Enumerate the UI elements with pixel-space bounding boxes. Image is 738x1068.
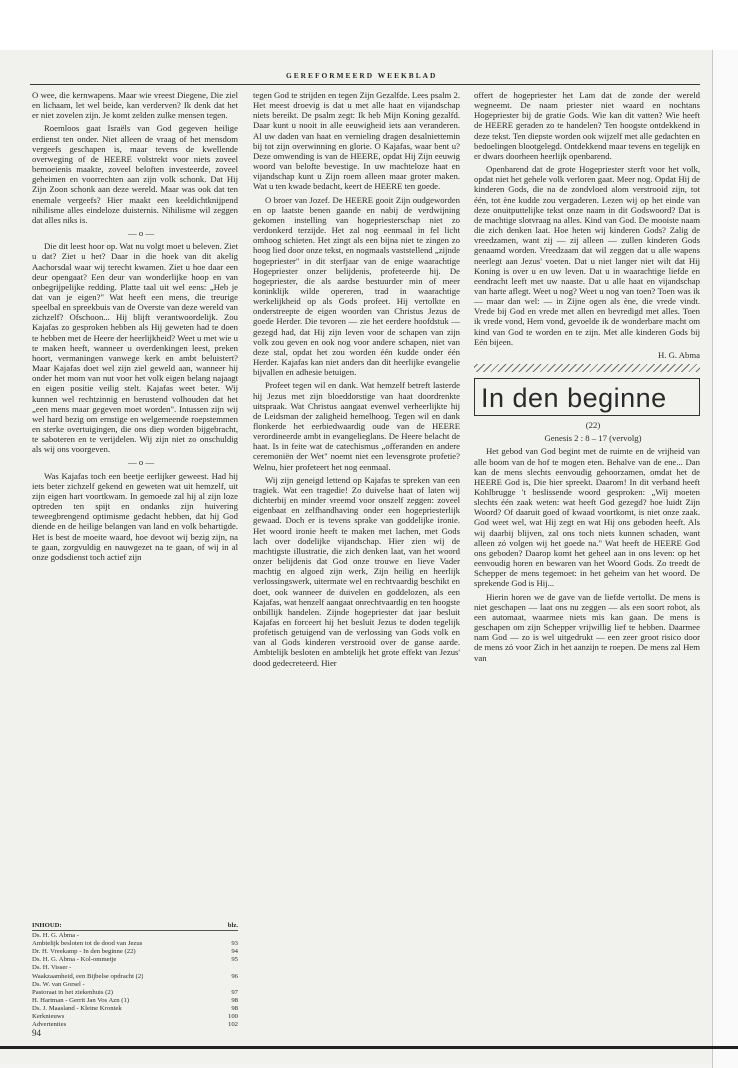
paragraph: Was Kajafas toch een beetje eerlijker geweest. Had hij iets beter zichzelf gekend en geweten wat uit hemzelf, uit zijn eigen hart voortkwam. In gemoede zal hij al zijn loze optreden ten spijt en ondanks zijn huivering teweegbrengend optimisme gedacht hebben, dat hij God diende en de heilige belangen van land en volk behartigde. Het is best de moeite waard, hoe devoot wij bezig zijn, na te gaan, zorgvuldig en nauwgezet na te gaan, of wij in al onze godsdienst toch actief zijn (32, 470, 238, 562)
paragraph: Roemloos gaat Israëls van God gegeven heilige erdienst ten onder. Niet alleen de vraag of het mensdom vergeefs geschapen is, maar tevens de kwellende overweging of de HEERE volstrekt voor niets zoveel bemoeienis maakte, zoveel beloften investeerde, zoveel geheimen en voorrechten aan zijn volk schonk. Dat Hij Zijn Zoon schonk aan deze wereld. Maar was ook dat ten enemale vergeefs? Hier maakt een keeldichtknijpend nihilisme alles eindeloze duisternis. Nihilisme wil zeggen dat alles niks is. (32, 123, 238, 225)
article-heading-box (474, 378, 700, 416)
toc-row (32, 932, 238, 940)
page-edge (712, 50, 738, 1068)
toc-row (32, 940, 238, 948)
paragraph: tegen God te strijden en tegen Zijn Gezalfde. Lees psalm 2. Het meest droevig is dat u met alle haat en vijandschap niets bereikt. De psalm zegt: Ik heb Mijn Koning gezalfd. Daar kunt u nooit in alle eeuwigheid iets aan veranderen. Al uw daden van haat en vernieling dragen desalniettemin bij tot zijn overwinning en glorie. O Kajafas, waar bent u? Deze omwending is van de HEERE, opdat Hij Zijn eeuwig woord van belofte bevestige. In uw machteloze haat en vijandschap kunt u Zijn roem alleen maar groter maken. Wat u ten kwade bedacht, keert de HEERE ten goede. (253, 90, 460, 192)
toc-entry-page: 97 (231, 988, 238, 996)
paragraph: offert de hogepriester het Lam dat de zonde der wereld wegneemt. De naam priester niet waard en nochtans Hogepriester bij de gratie Gods. Wie kan dit vatten? Wie heeft de HEERE geraden zo te handelen? Ten hoogste ontdekkend in deze tekst. Ten diepste worden ook wijzelf met alle gedachten en bedoelingen blootgelegd. Ontdekkend maar tevens en tegelijk en er dwars doorheen heerlijk openbarend. (474, 90, 700, 161)
bottom-rule (0, 1046, 738, 1049)
paragraph: Hierin horen we de gave van de liefde vertolkt. De mens is niet geschapen — laat ons nu zeggen — als een soort robot, als een automaat, waarmee niets mis kan gaan. De mens is geschapen om zijn Schepper vrijwillig lief te hebben. Daarmee nam God — zo is wel uitgedrukt — een zeer groot risico door de mens zó voor Zich in het aanzijn te roepen. De mens zal Hem van (474, 591, 700, 663)
column-2 (253, 90, 460, 671)
paragraph: Die dit leest hoor op. Wat nu volgt moet u beleven. Ziet u dat? Ziet u het? Daar in die hoek van dit akelig Aachorsdal waar wij terecht kwamen. Ziet u hoe daar een deur opengaat? Een deur van wonderlijke hoop en van onbegrijpelijke redding. Platte taal uit wel eens: „Heb je dat van je eigen?" Wat heeft een mens, die treurige speelbal en spreekbuis van de Overste van deze wereld van zichzelf? Ofschoon... Hij blijft verantwoordelijk. Zou Kajafas zo gesproken hebben als Hij geweten had te doen te hebben met de Heere der heerlijkheid? Weet u met wie u te maken heeft, wanneer u overdenkingen leest, preken hoort, vermaningen vanwege kerk en ambt beluistert? Maar Kajafas doet wel zijn ziel geweld aan, wanneer hij onder het mom van nut voor het volk eigen belang najaagt en eigen positie veilig stelt. Kajafas weet beter. Wij kunnen wel rechtzinnig en berustend volhouden dat het „een mens maar gegeven moet worden". Intussen zijn wij wel hard bezig om ernstige en welgemeende roepstemmen en sterke overtuigingen, die ons diep worden bijgebracht, te saboteren en te verijdelen. Wij zijn niet zo onschuldig als wij ons voorgeven. (32, 241, 238, 455)
toc-entry-page: 96 (231, 972, 238, 980)
toc-row (32, 981, 238, 989)
toc-entry-page: 100 (227, 1013, 238, 1021)
paragraph: Openbarend dat de grote Hogepriester sterft voor het volk, opdat niet het gehele volk verloren gaat. Meer nog. Opdat Hij de kinderen Gods, die na de zondvloed alom verstrooid zijn, tot één, tot ène kudde zou vergaderen. Lezen wij op het einde van deze onuitputtelijke tekst onze naam in dit Godswoord? Dat is de machtige slotvraag na alles. Kind van God. De mooiste naam die zich denken laat. Hoe heten wij kinderen Gods? Zalig de vreedzamen, want zij — zij alleen — zullen kinderen Gods genaamd worden. Vreedzaam dat wil zeggen dat u alle wapens neerlegt aan Jezus' voeten. Dat u niet langer niet wilt dat Hij Koning is over u en uw leven. Dat u in waarachtige liefde en eendracht leeft met uw naaste. Dat u alle haat en vijandschap van harte aflegt. Weet u nog? Weet u nog van toen? Toen was ik — maar dan wel: — in Zijne ogen als ène, die vrede vindt. Vrede bij God en vrede met allen en bevredigd met alles. Toen ik vrede vond, Hem vond, gevoelde ik de wonderbare macht om kind van God te worden en te zijn. Met alle kinderen Gods bij Eén bijeen. (474, 164, 700, 347)
column-1 (32, 90, 238, 565)
toc-entry-title: Dr. H. Vreekamp - In den beginne (22) (32, 948, 136, 956)
column-3 (474, 90, 700, 666)
paragraph: Wij zijn geneigd lettend op Kajafas te spreken van een tragiek. Wat een tragedie! Zo duivelse haat of laten wij dichterbij en minder vreemd voor onszelf zeggen: zoveel eigenbaat en zelfhandhaving onder een hogepriesterlijk gewaad. Doch er is tevens sprake van goddelijke ironie. Het woord ironie heeft te maken met lachen, met Gods lach over dodelijke vijandschap. Hier zien wij de machtigste illustratie, die zich denken laat, van het woord onzer belijdenis dat God onze trouwe en lieve Vader machtig en algoed zijn werk, Zijn heilig en heerlijk verlossingswerk, uitermate wel en rechtvaardig beschikt en doet, ook wanneer de duivelen en goddelozen, als een Kajafas, wat henzelf aangaat onrechtvaardig en ten hoogste onbillijk handelen. Zijnde hogepriester dat jaar besluit Kajafas en forceert hij het besluit Jezus te doden tegelijk profetisch getuigend van de verlossing van Gods volk en van al Gods kinderen verstrooid over de ganse aarde. Ambtelijk besloten en ambtelijk het grote effekt van Jezus' dood gedecreteerd. Hier (253, 474, 460, 668)
toc-entry-page: 98 (231, 996, 238, 1004)
toc-entry-page: 98 (231, 1004, 238, 1012)
toc-entry-title: Ds. H. Visser - (32, 964, 72, 972)
toc-entry-title: Pastoraat in het ziekenhuis (2) (32, 988, 113, 996)
toc-entry-page: 102 (227, 1021, 238, 1029)
toc-row (32, 1005, 238, 1013)
toc-entry-title: Ds. H. G. Abma - (32, 932, 79, 940)
toc-entry-title: Advertenties (32, 1021, 67, 1029)
toc-header (32, 922, 238, 931)
page-number: 94 (32, 1028, 41, 1038)
paragraph: O broer van Jozef. De HEERE gooit Zijn oudgeworden en op laatste benen gaande en nabij de verdwijning gekomen instelling van hogepriesterschap niet zo verdonkerd terzijde. Het zal nog eenmaal in fel licht omhoog schieten. Het zingt als een bijna niet te zingen zo hoog lied door onze tekst, en nogmaals vaststellend „zijnde hogepriester" in dit sterfjaar van de enige waarachtige Hogepriester onzer belijdenis, profeteerde hij. De hogepriester, die als aardse bestuurder min of meer koninklijk wilde opereren, trad in waarachtige werkelijkheid op als Gods profeet. Hij vertolkte en onderstreepte de eigen woorden van Christus Jezus de goede Herder. Die tevoren — zie het eerdere hoofdstuk — gezegd had, dat Hij zijn leven voor de schapen van zijn volk zou geven en ook nog voor andere schapen, niet van deze stal, opdat het zou worden één kudde onder één Herder. Kajafas kan niet anders dan dit heerlijke evangelie bijvallen en adhesie betuigen. (253, 194, 460, 378)
toc-row (32, 956, 238, 964)
masthead-title: GEREFORMEERD WEEKBLAD (286, 71, 438, 80)
section-separator: — o — (127, 228, 155, 239)
toc-row (32, 997, 238, 1005)
bible-reference: Genesis 2 : 8 – 17 (vervolg) (544, 433, 642, 444)
paragraph: Profeet tegen wil en dank. Wat hemzelf betreft lasterde hij Jezus met zijn bloeddorstige van haat doordrenkte uitspraak. Wat Christus aangaat evenwel verheerlijkte hij de Leidsman der zaligheid hemelhoog. Tegen wil en dank flonkerde het eerbiedwaardig oude van de HEERE verordineerde ambt in evangelieglans. De Heere belacht de haat. Is in feite wat de catechismus „offeranden en andere ceremoniën der Wet" noemt niet een levensgrote profetie? Welnu, hier profeteert het nog eenmaal. (253, 380, 460, 472)
toc-row (32, 964, 238, 972)
toc-row (32, 1021, 238, 1029)
toc-row (32, 973, 238, 981)
toc-entry-page: 95 (231, 956, 238, 964)
toc-entry-title: Kerknieuws (32, 1013, 65, 1021)
toc-entry-title: Ds. W. van Gorsel - (32, 980, 85, 988)
toc-row (32, 948, 238, 956)
toc-entry-title: Ambtelijk besloten tot de dood van Jezus (32, 940, 143, 948)
viewer-top-area (0, 0, 738, 51)
toc-row (32, 989, 238, 997)
toc-title: INHOUD: (32, 922, 62, 929)
article-number: (22) (585, 420, 601, 431)
section-separator: — o — (127, 457, 155, 468)
toc-entry-title: Ds. J. Maasland - Kleine Kroniek (32, 1004, 122, 1012)
toc-entry-page: 93 (231, 940, 238, 948)
toc-entry-title: Waakzaamheid, een Bijbelse opdracht (2) (32, 972, 144, 980)
toc-page-header: blz. (227, 922, 238, 929)
toc-entry-title: H. Hartman - Gerrit Jan Vos Azn (1) (32, 996, 130, 1004)
article-heading: In den beginne (481, 383, 667, 414)
header-rule (30, 84, 700, 85)
toc-entry-page: 94 (231, 948, 238, 956)
paragraph: O wee, die kernwapens. Maar wie vreest Diegene, Die ziel en lichaam, let wel beide, kan verderven? Ik denk dat het er niet zovelen zijn. Je komt zelden zulke mensen tegen. (32, 90, 238, 121)
decorative-wave-divider (474, 364, 700, 372)
table-of-contents (32, 922, 238, 1029)
paragraph: Het gebod van God begint met de ruimte en de vrijheid van alle boom van de hof te mogen eten. Behalve van de ene... Dan kan de mens slechts eenvoudig gehoorzamen, omdat het de HEERE God is, Die hier spreekt. Daarom! In dit verband heeft Kohlbrugge 't beslissende woord gesproken: „Wij moeten slechts één zaak weten: wat heeft God gezegd? hoe luidt Zijn Woord? Of daaruit goed of kwaad voortkomt, is niet onze zaak. God weet wel, wat Hij zegt en wat Hij ons geboden heeft. Als wij daarbij blijven, zal ons toch niets kunnen schaden, want alleen zó volgen wij het goede na." Wat heeft de HEERE God ons geboden? Daarop komt het geheel aan in ons leven: op het eenvoudig horen en bewaren van het Woord Gods. Zo treedt de Schepper de mens tegemoet: in het geheim van het woord. De sprekende God is Hij... (474, 446, 700, 589)
toc-rows (32, 932, 238, 1029)
toc-entry-title: Ds. H. G. Abma - Kol-ommetje (32, 956, 117, 964)
toc-row (32, 1013, 238, 1021)
author-signature: H. G. Abma (658, 349, 700, 360)
